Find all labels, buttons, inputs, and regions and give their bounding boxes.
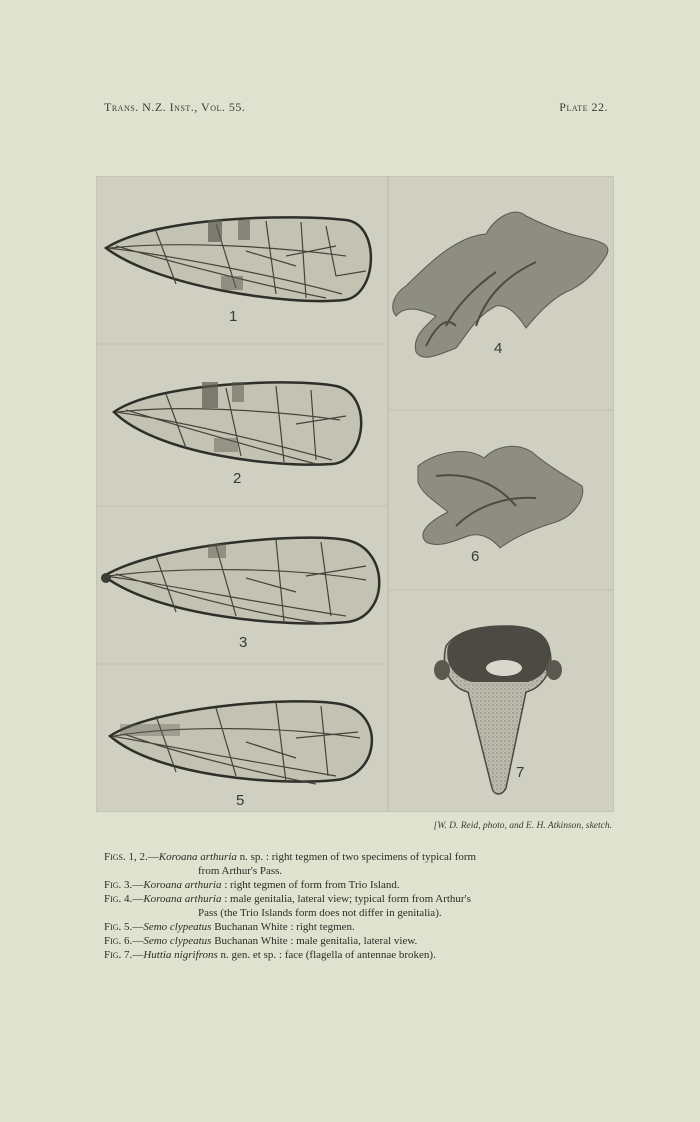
figure-number-6: 6	[471, 548, 480, 565]
legend-entry-fig-7: Fig. 7.—Huttia nigrifrons n. gen. et sp. : face (flagella of antennae broken).	[104, 949, 436, 961]
legend-entry-fig-6: Fig. 6.—Semo clypeatus Buchanan White : male genitalia, lateral view.	[104, 935, 418, 947]
figure-number-7: 7	[516, 764, 525, 781]
legend-entry-figs-1-2: Figs. 1, 2.—Koroana arthuria n. sp. : right tegmen of two specimens of typical form from Arthur's Pass.	[104, 850, 610, 878]
legend-text: : right tegmen of form from Trio Island.	[221, 879, 400, 891]
legend-label: Fig. 5.	[104, 921, 133, 933]
plate-illustration	[96, 176, 614, 812]
wing-figure-3	[101, 538, 379, 624]
journal-reference: Trans. N.Z. Inst., Vol. 55.	[104, 100, 246, 114]
figure-number-3: 3	[239, 634, 248, 651]
legend-text: Buchanan White : right tegmen.	[211, 921, 355, 933]
legend-taxon: Huttia nigrifrons	[143, 949, 218, 961]
plate-number: Plate 22.	[559, 100, 608, 114]
legend-text: : male genitalia, lateral view; typical form from Arthur's	[221, 893, 471, 905]
legend-text: Buchanan White : male genitalia, lateral view.	[211, 935, 418, 947]
legend-text: n. sp. : right tegmen of two specimens of typical form	[236, 851, 477, 863]
legend-label: Figs. 1, 2.	[104, 851, 148, 863]
legend-taxon: Koroana arthuria	[143, 879, 222, 891]
legend-label: Fig. 6.	[104, 935, 133, 947]
genitalia-figure-6	[418, 446, 583, 548]
figure-legend	[104, 850, 610, 962]
wing-figure-2	[114, 382, 361, 465]
legend-entry-fig-4: Fig. 4.—Koroana arthuria : male genitalia, lateral view; typical form from Arthur's Pass (the Trio Islands form does not differ in genitalia).	[104, 892, 610, 920]
legend-continuation: Pass (the Trio Islands form does not differ in genitalia).	[198, 907, 442, 919]
legend-label: Fig. 4.	[104, 893, 133, 905]
figure-number-1: 1	[229, 308, 238, 325]
genitalia-figure-4	[393, 212, 608, 357]
figure-number-4: 4	[494, 340, 503, 357]
legend-taxon: Semo clypeatus	[143, 935, 212, 947]
face-figure-7	[434, 626, 562, 794]
legend-label: Fig. 3.	[104, 879, 133, 891]
photo-credit: [W. D. Reid, photo, and E. H. Atkinson, sketch.	[433, 821, 612, 831]
legend-continuation: from Arthur's Pass.	[198, 865, 283, 877]
wing-figure-5	[110, 701, 372, 784]
figure-number-2: 2	[233, 470, 242, 487]
legend-entry-fig-3: Fig. 3.—Koroana arthuria : right tegmen of form from Trio Island.	[104, 879, 400, 891]
legend-taxon: Koroana arthuria	[143, 893, 222, 905]
photographic-plate	[96, 176, 614, 812]
legend-entry-fig-5: Fig. 5.—Semo clypeatus Buchanan White : right tegmen.	[104, 921, 355, 933]
figure-number-5: 5	[236, 792, 245, 809]
legend-taxon: Semo clypeatus	[143, 921, 212, 933]
wing-figure-1	[106, 217, 371, 301]
legend-label: Fig. 7.	[104, 949, 133, 961]
legend-taxon: Koroana arthuria	[158, 851, 237, 863]
legend-text: n. gen. et sp. : face (flagella of antennae broken).	[217, 949, 436, 961]
